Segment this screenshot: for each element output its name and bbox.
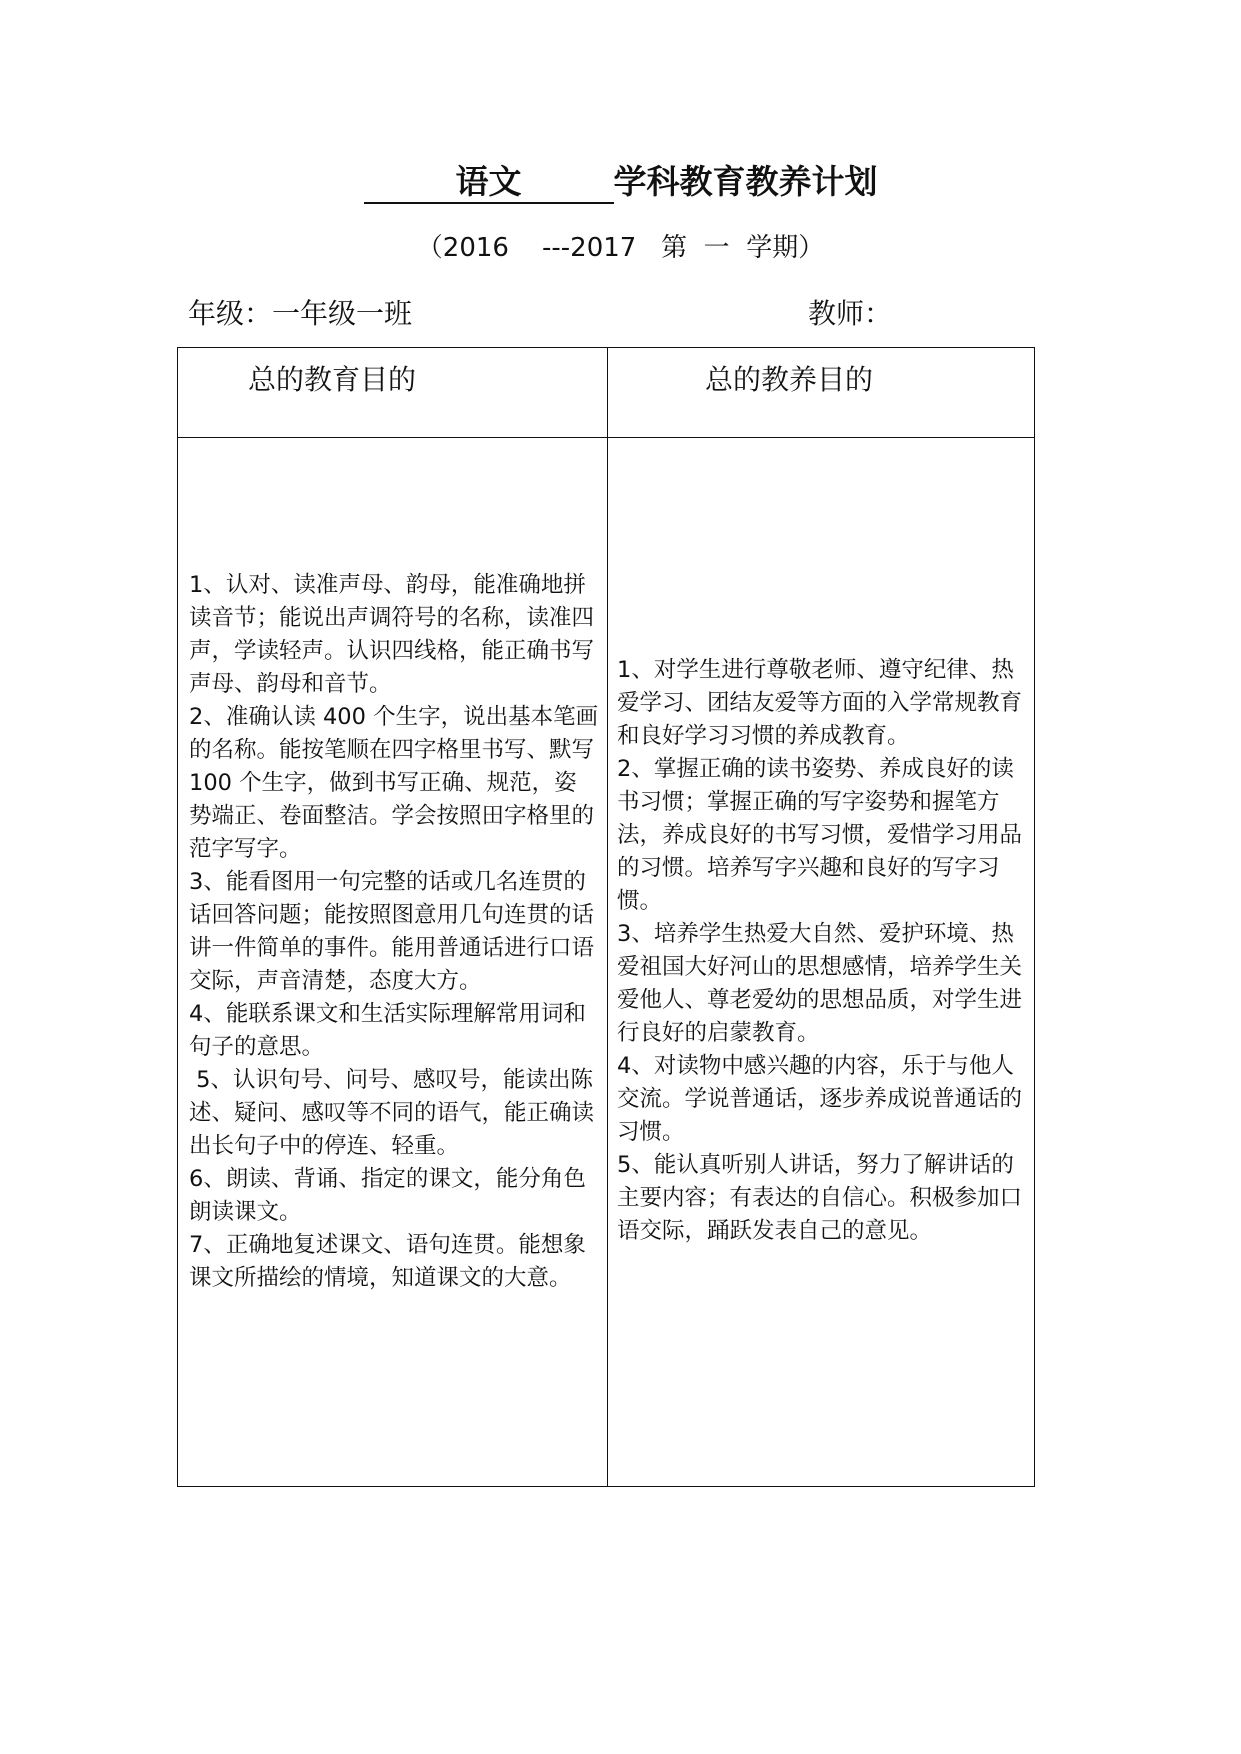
list-item: 3、培养学生热爱大自然、爱护环境、热爱祖国大好河山的思想感情，培养学生关爱他人、尊老爱幼的思想品质，对学生进行良好的启蒙教育。	[617, 921, 1023, 1046]
list-item: 3、能看图用一句完整的话或几名连贯的话回答问题；能按照图意用几句连贯的话讲一件简单的事件。能用普通话进行口语交际，声音清楚，态度大方。	[189, 869, 595, 994]
list-item: 1、对学生进行尊敬老师、遵守纪律、热爱学习、团结友爱等方面的入学常规教育和良好学习习惯的养成教育。	[617, 657, 1023, 749]
title-suffix: 学科教育教养计划	[613, 162, 878, 201]
teacher-label: 教师：	[808, 297, 893, 330]
cultivation-goals-list	[617, 654, 1029, 1248]
list-item: 2、掌握正确的读书姿势、养成良好的读书习惯；掌握正确的写字姿势和握笔方法，养成良好的书写习惯，爱惜学习用品的习惯。培养写字兴趣和良好的写字习惯。	[617, 756, 1023, 914]
grade-label: 年级：一年级一班	[188, 297, 413, 330]
education-goals-list	[189, 569, 599, 1295]
list-item: 5、认识句号、问号、感叹号，能读出陈述、疑问、感叹等不同的语气，能正确读出长句子中的停连、轻重。	[189, 1067, 595, 1159]
list-item: 1、认对、读准声母、韵母，能准确地拼读音节；能说出声调符号的名称，读准四声，学读轻声。认识四线格，能正确书写声母、韵母和音节。	[189, 572, 595, 697]
list-item: 4、能联系课文和生活实际理解常用词和句子的意思。	[189, 1001, 586, 1060]
term-line: （2016 ---2017 第 一 学期）	[416, 233, 825, 263]
list-item: 2、准确认读 400 个生字，说出基本笔画的名称。能按笔顺在四字格里书写、默写 100 个生字，做到书写正确、规范，姿势端正、卷面整洁。学会按照田字格里的范字写字。	[189, 704, 599, 862]
document-title	[0, 160, 1241, 204]
list-item: 5、能认真听别人讲话，努力了解讲话的主要内容；有表达的自信心。积极参加口语交际，踊跃发表自己的意见。	[617, 1152, 1023, 1244]
cultivation-goals-header: 总的教养目的	[705, 363, 874, 396]
education-goals-header: 总的教育目的	[248, 363, 417, 396]
column-divider	[607, 348, 608, 1486]
plan-table	[177, 347, 1035, 1487]
list-item: 6、朗读、背诵、指定的课文，能分角色朗读课文。	[189, 1166, 586, 1225]
list-item: 4、对读物中感兴趣的内容，乐于与他人交流。学说普通话，逐步养成说普通话的习惯。	[617, 1053, 1023, 1145]
header-divider	[178, 437, 1034, 438]
list-item: 7、正确地复述课文、语句连贯。能想象课文所描绘的情境，知道课文的大意。	[189, 1232, 586, 1291]
subject-name: 语文	[364, 162, 614, 204]
